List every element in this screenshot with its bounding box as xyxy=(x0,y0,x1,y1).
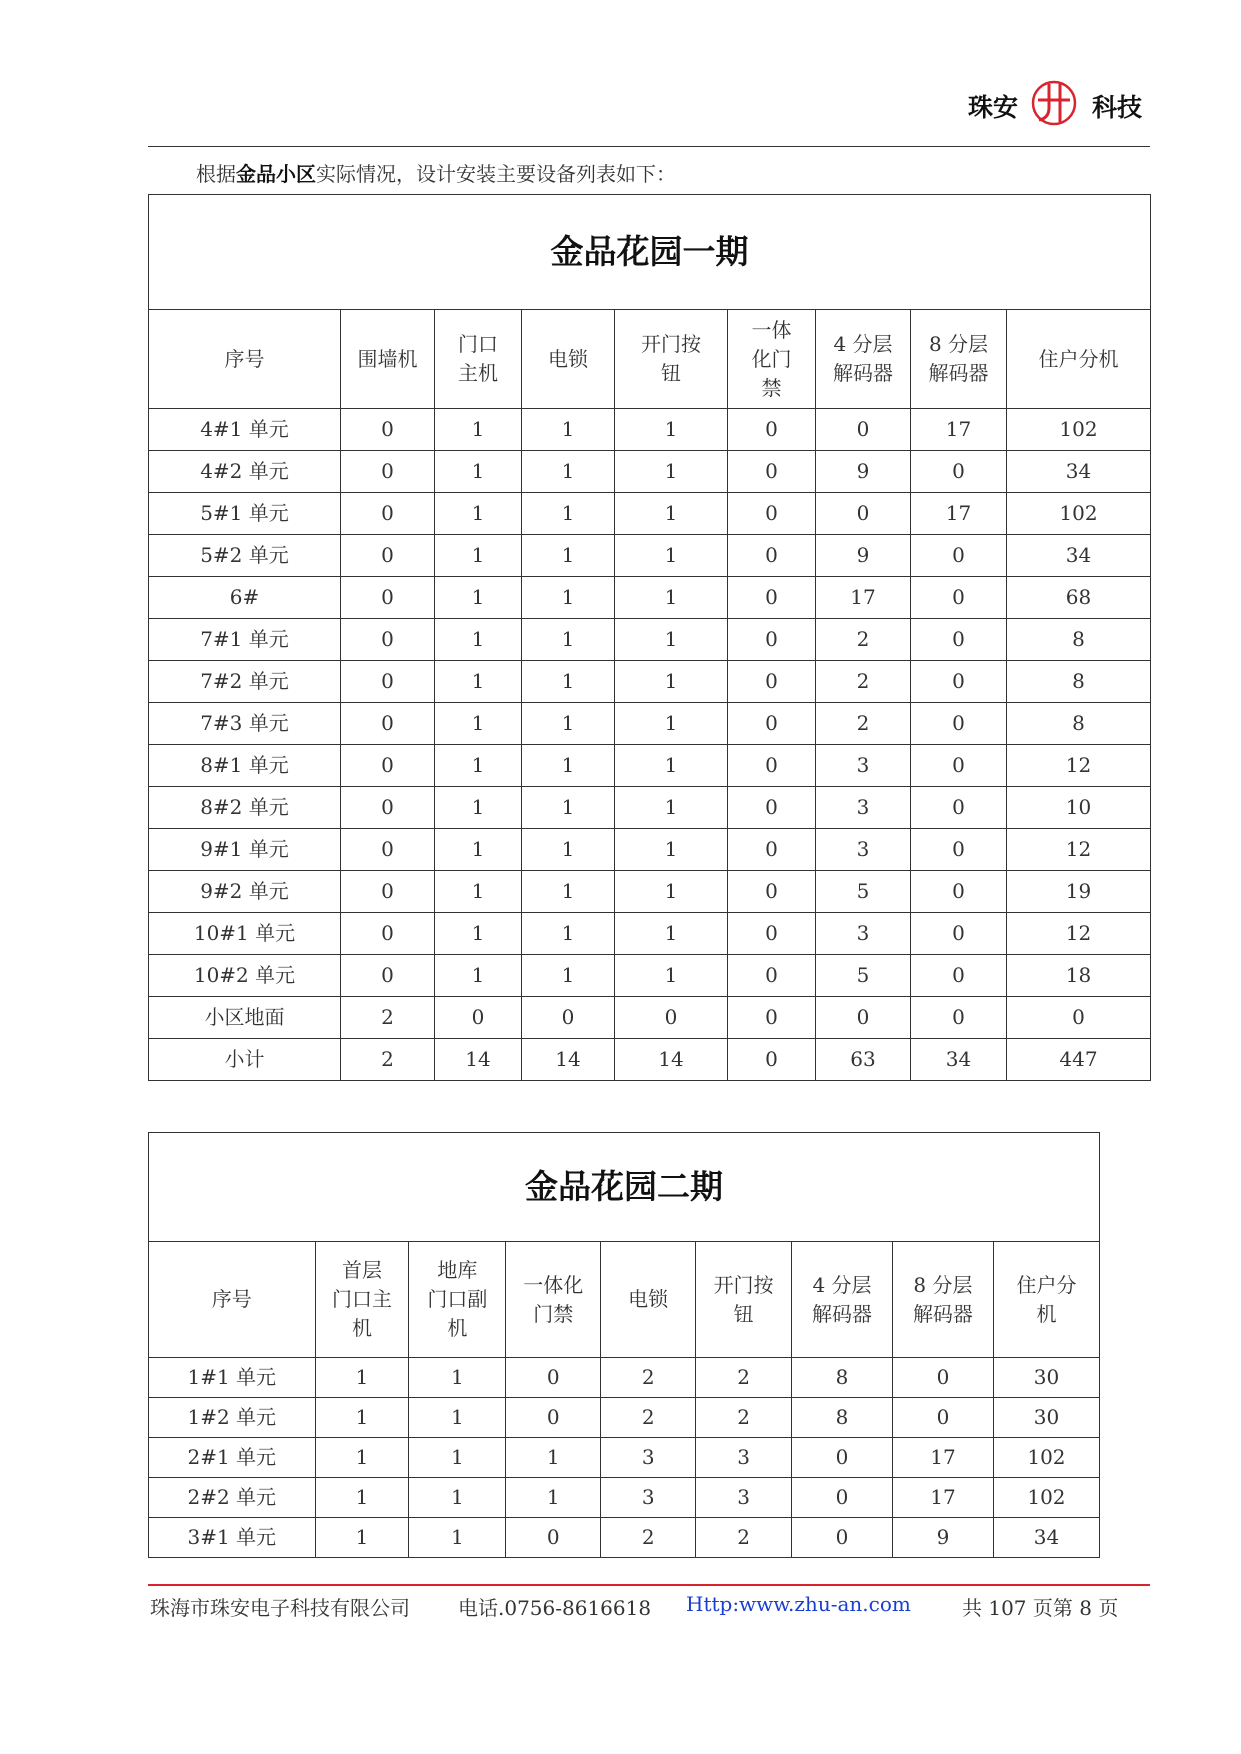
row-label: 6# xyxy=(149,577,341,619)
table-cell: 1 xyxy=(435,703,522,745)
table-cell: 0 xyxy=(341,745,435,787)
brand-name-left: 珠安 xyxy=(968,93,1019,122)
table-cell: 68 xyxy=(1007,577,1151,619)
table-cell: 12 xyxy=(1007,913,1151,955)
table-cell: 2 xyxy=(341,1039,435,1081)
table-cell: 1 xyxy=(435,577,522,619)
table-cell: 10 xyxy=(1007,787,1151,829)
table-row xyxy=(149,787,1151,829)
table-cell: 0 xyxy=(816,409,911,451)
table-cell: 17 xyxy=(911,493,1007,535)
table-row xyxy=(149,1039,1151,1081)
table-cell: 0 xyxy=(728,493,816,535)
table-cell: 0 xyxy=(341,493,435,535)
table-row xyxy=(149,829,1151,871)
table-cell: 1 xyxy=(435,787,522,829)
table-cell: 0 xyxy=(792,1478,893,1518)
column-header: 住户分机 xyxy=(1007,310,1151,409)
table-cell: 34 xyxy=(1007,535,1151,577)
table-cell: 1 xyxy=(435,661,522,703)
table-title: 金品花园二期 xyxy=(149,1133,1100,1242)
table-row xyxy=(149,997,1151,1039)
table-cell: 1 xyxy=(522,451,615,493)
table-cell: 1 xyxy=(615,829,728,871)
table-cell: 63 xyxy=(816,1039,911,1081)
row-label: 7#3 单元 xyxy=(149,703,341,745)
row-label: 2#1 单元 xyxy=(149,1438,316,1478)
table-cell: 8 xyxy=(1007,619,1151,661)
table-cell: 2 xyxy=(601,1518,696,1558)
table-row xyxy=(149,703,1151,745)
table-header-row xyxy=(149,310,1151,409)
table-cell: 1 xyxy=(522,619,615,661)
table-cell: 0 xyxy=(615,997,728,1039)
table-cell: 8 xyxy=(1007,661,1151,703)
table-row xyxy=(149,1398,1100,1438)
table-cell: 1 xyxy=(435,493,522,535)
table-cell: 3 xyxy=(601,1438,696,1478)
table-cell: 0 xyxy=(341,619,435,661)
table-cell: 1 xyxy=(522,577,615,619)
table-cell: 2 xyxy=(816,703,911,745)
table-cell: 0 xyxy=(728,745,816,787)
company-logo-icon xyxy=(1029,78,1079,128)
table-cell: 2 xyxy=(696,1518,792,1558)
table-cell: 0 xyxy=(911,871,1007,913)
column-header: 开门按 钮 xyxy=(615,310,728,409)
table-cell: 3 xyxy=(816,745,911,787)
brand-name-right: 科技 xyxy=(1092,93,1143,122)
column-header: 4 分层 解码器 xyxy=(816,310,911,409)
column-header: 开门按 钮 xyxy=(696,1242,792,1358)
row-label: 5#2 单元 xyxy=(149,535,341,577)
table-cell: 1 xyxy=(435,451,522,493)
table-cell: 30 xyxy=(993,1358,1099,1398)
table-row xyxy=(149,451,1151,493)
table-cell: 8 xyxy=(792,1358,893,1398)
table-cell: 0 xyxy=(341,451,435,493)
table-cell: 3 xyxy=(816,829,911,871)
table-title: 金品花园一期 xyxy=(149,195,1151,310)
table-cell: 0 xyxy=(728,787,816,829)
table-cell: 1 xyxy=(315,1398,409,1438)
table-cell: 1 xyxy=(409,1518,506,1558)
table-row xyxy=(149,745,1151,787)
table-cell: 1 xyxy=(615,955,728,997)
table-cell: 0 xyxy=(728,871,816,913)
table-cell: 0 xyxy=(911,451,1007,493)
table-cell: 1 xyxy=(409,1438,506,1478)
table-cell: 1 xyxy=(615,787,728,829)
row-label: 10#2 单元 xyxy=(149,955,341,997)
table-cell: 0 xyxy=(341,535,435,577)
footer-divider xyxy=(148,1584,1150,1586)
row-label: 8#1 单元 xyxy=(149,745,341,787)
table-cell: 0 xyxy=(341,409,435,451)
column-header: 地库 门口副 机 xyxy=(409,1242,506,1358)
column-header: 一体化 门禁 xyxy=(506,1242,601,1358)
row-label: 1#2 单元 xyxy=(149,1398,316,1438)
row-label: 8#2 单元 xyxy=(149,787,341,829)
table-cell: 1 xyxy=(315,1478,409,1518)
row-label: 3#1 单元 xyxy=(149,1518,316,1558)
table-cell: 14 xyxy=(522,1039,615,1081)
table-cell: 34 xyxy=(911,1039,1007,1081)
table-cell: 0 xyxy=(522,997,615,1039)
table-cell: 1 xyxy=(615,451,728,493)
table-cell: 1 xyxy=(615,409,728,451)
table-row xyxy=(149,535,1151,577)
table-cell: 1 xyxy=(522,493,615,535)
table-cell: 0 xyxy=(728,619,816,661)
table-cell: 0 xyxy=(435,997,522,1039)
table-cell: 1 xyxy=(435,955,522,997)
table-row xyxy=(149,577,1151,619)
table-cell: 0 xyxy=(728,1039,816,1081)
table-cell: 0 xyxy=(911,829,1007,871)
table-row xyxy=(149,619,1151,661)
column-header: 电锁 xyxy=(601,1242,696,1358)
table-row xyxy=(149,409,1151,451)
table-cell: 1 xyxy=(315,1358,409,1398)
table-cell: 1 xyxy=(615,661,728,703)
table-cell: 3 xyxy=(696,1478,792,1518)
table-cell: 0 xyxy=(341,829,435,871)
table-cell: 0 xyxy=(341,871,435,913)
table-cell: 1 xyxy=(522,535,615,577)
table-row xyxy=(149,913,1151,955)
table-cell: 0 xyxy=(728,535,816,577)
column-header: 4 分层 解码器 xyxy=(792,1242,893,1358)
table-cell: 1 xyxy=(506,1478,601,1518)
table-cell: 0 xyxy=(816,997,911,1039)
table-cell: 1 xyxy=(409,1358,506,1398)
table-cell: 1 xyxy=(615,577,728,619)
table-cell: 8 xyxy=(792,1398,893,1438)
row-label: 1#1 单元 xyxy=(149,1358,316,1398)
table-cell: 14 xyxy=(615,1039,728,1081)
table-row xyxy=(149,1478,1100,1518)
column-header: 门口 主机 xyxy=(435,310,522,409)
table-cell: 1 xyxy=(435,409,522,451)
row-label: 9#1 单元 xyxy=(149,829,341,871)
table-cell: 18 xyxy=(1007,955,1151,997)
table-cell: 19 xyxy=(1007,871,1151,913)
table-cell: 2 xyxy=(816,661,911,703)
table-cell: 0 xyxy=(911,913,1007,955)
table-header-row xyxy=(149,1242,1100,1358)
table-cell: 1 xyxy=(615,913,728,955)
row-label: 小计 xyxy=(149,1039,341,1081)
table-cell: 2 xyxy=(601,1358,696,1398)
footer-company: 珠海市珠安电子科技有限公司 xyxy=(150,1596,410,1620)
table-cell: 0 xyxy=(728,577,816,619)
table-cell: 0 xyxy=(728,409,816,451)
table-row xyxy=(149,1518,1100,1558)
table-cell: 0 xyxy=(1007,997,1151,1039)
footer-website-link[interactable]: Http:www.zhu-an.com xyxy=(686,1592,911,1616)
table-cell: 0 xyxy=(341,577,435,619)
column-header: 8 分层 解码器 xyxy=(892,1242,993,1358)
table-cell: 1 xyxy=(435,619,522,661)
table-cell: 102 xyxy=(993,1478,1099,1518)
table-cell: 0 xyxy=(892,1358,993,1398)
table-cell: 1 xyxy=(615,871,728,913)
table-cell: 2 xyxy=(601,1398,696,1438)
table-cell: 0 xyxy=(728,703,816,745)
table-cell: 0 xyxy=(341,913,435,955)
table-cell: 17 xyxy=(892,1478,993,1518)
table-cell: 1 xyxy=(522,703,615,745)
table-cell: 0 xyxy=(911,955,1007,997)
table-cell: 3 xyxy=(601,1478,696,1518)
table-cell: 3 xyxy=(816,913,911,955)
table-cell: 0 xyxy=(728,913,816,955)
row-label: 7#1 单元 xyxy=(149,619,341,661)
table-title-row xyxy=(149,195,1151,310)
intro-prefix: 根据 xyxy=(196,162,236,186)
table-cell: 0 xyxy=(792,1438,893,1478)
table-cell: 1 xyxy=(522,871,615,913)
table-cell: 1 xyxy=(522,787,615,829)
footer-phone: 电话.0756-8616618 xyxy=(458,1596,652,1620)
table-cell: 0 xyxy=(341,661,435,703)
intro-highlight: 金品小区 xyxy=(236,162,316,186)
table-cell: 3 xyxy=(696,1438,792,1478)
table-cell: 9 xyxy=(892,1518,993,1558)
column-header: 电锁 xyxy=(522,310,615,409)
table-cell: 1 xyxy=(435,871,522,913)
table-cell: 0 xyxy=(728,997,816,1039)
table-cell: 17 xyxy=(892,1438,993,1478)
column-header: 首层 门口主 机 xyxy=(315,1242,409,1358)
table-cell: 1 xyxy=(435,535,522,577)
column-header: 一体 化门 禁 xyxy=(728,310,816,409)
table-cell: 1 xyxy=(409,1398,506,1438)
row-label: 4#1 单元 xyxy=(149,409,341,451)
table-cell: 1 xyxy=(522,913,615,955)
table-title-row xyxy=(149,1133,1100,1242)
table-cell: 0 xyxy=(728,451,816,493)
table-cell: 1 xyxy=(522,745,615,787)
table-cell: 1 xyxy=(615,535,728,577)
table-cell: 1 xyxy=(615,745,728,787)
table-cell: 0 xyxy=(911,577,1007,619)
table-cell: 0 xyxy=(911,997,1007,1039)
table-cell: 1 xyxy=(522,829,615,871)
table-cell: 17 xyxy=(911,409,1007,451)
table-cell: 1 xyxy=(435,913,522,955)
column-header: 围墙机 xyxy=(341,310,435,409)
table-cell: 0 xyxy=(911,619,1007,661)
table-cell: 1 xyxy=(506,1438,601,1478)
table-cell: 2 xyxy=(696,1398,792,1438)
table-cell: 1 xyxy=(435,829,522,871)
table-cell: 0 xyxy=(792,1518,893,1558)
table-cell: 2 xyxy=(341,997,435,1039)
table-cell: 0 xyxy=(728,955,816,997)
table-cell: 5 xyxy=(816,955,911,997)
table-row xyxy=(149,955,1151,997)
table-cell: 12 xyxy=(1007,745,1151,787)
table-cell: 0 xyxy=(911,661,1007,703)
row-label: 7#2 单元 xyxy=(149,661,341,703)
table-row xyxy=(149,1438,1100,1478)
table-cell: 2 xyxy=(696,1358,792,1398)
phase2-equipment-table xyxy=(148,1132,1100,1558)
table-cell: 14 xyxy=(435,1039,522,1081)
table-cell: 0 xyxy=(728,661,816,703)
table-cell: 0 xyxy=(341,703,435,745)
table-cell: 0 xyxy=(506,1518,601,1558)
table-row xyxy=(149,493,1151,535)
table-cell: 9 xyxy=(816,535,911,577)
table-cell: 0 xyxy=(911,703,1007,745)
table-cell: 1 xyxy=(315,1438,409,1478)
row-label: 小区地面 xyxy=(149,997,341,1039)
table-cell: 1 xyxy=(522,955,615,997)
table-cell: 1 xyxy=(522,409,615,451)
table-cell: 0 xyxy=(506,1358,601,1398)
phase1-equipment-table xyxy=(148,194,1151,1081)
table-cell: 0 xyxy=(911,745,1007,787)
table-cell: 9 xyxy=(816,451,911,493)
table-cell: 0 xyxy=(341,955,435,997)
table-cell: 1 xyxy=(615,493,728,535)
table-cell: 1 xyxy=(435,745,522,787)
table-row xyxy=(149,661,1151,703)
row-label: 10#1 单元 xyxy=(149,913,341,955)
column-header: 8 分层 解码器 xyxy=(911,310,1007,409)
column-header: 序号 xyxy=(149,310,341,409)
table-cell: 17 xyxy=(816,577,911,619)
table-cell: 1 xyxy=(615,703,728,745)
table-cell: 0 xyxy=(341,787,435,829)
footer-page-number: 共 107 页第 8 页 xyxy=(962,1596,1119,1620)
table-cell: 102 xyxy=(993,1438,1099,1478)
table-cell: 8 xyxy=(1007,703,1151,745)
column-header: 住户分 机 xyxy=(993,1242,1099,1358)
table-cell: 34 xyxy=(1007,451,1151,493)
intro-text xyxy=(196,158,676,187)
table-cell: 3 xyxy=(816,787,911,829)
table-cell: 12 xyxy=(1007,829,1151,871)
row-label: 2#2 单元 xyxy=(149,1478,316,1518)
table-cell: 1 xyxy=(409,1478,506,1518)
table-cell: 102 xyxy=(1007,493,1151,535)
table-cell: 0 xyxy=(728,829,816,871)
table-cell: 1 xyxy=(315,1518,409,1558)
column-header: 序号 xyxy=(149,1242,316,1358)
table-cell: 447 xyxy=(1007,1039,1151,1081)
table-cell: 0 xyxy=(892,1398,993,1438)
page-header xyxy=(148,72,1150,147)
table-cell: 34 xyxy=(993,1518,1099,1558)
table-row xyxy=(149,1358,1100,1398)
row-label: 5#1 单元 xyxy=(149,493,341,535)
table-cell: 2 xyxy=(816,619,911,661)
table-cell: 0 xyxy=(911,787,1007,829)
row-label: 9#2 单元 xyxy=(149,871,341,913)
table-cell: 0 xyxy=(911,535,1007,577)
intro-suffix: 实际情况，设计安装主要设备列表如下： xyxy=(316,162,676,186)
table-cell: 0 xyxy=(816,493,911,535)
row-label: 4#2 单元 xyxy=(149,451,341,493)
table-row xyxy=(149,871,1151,913)
table-cell: 30 xyxy=(993,1398,1099,1438)
table-cell: 5 xyxy=(816,871,911,913)
table-cell: 1 xyxy=(615,619,728,661)
table-cell: 1 xyxy=(522,661,615,703)
table-cell: 102 xyxy=(1007,409,1151,451)
table-cell: 0 xyxy=(506,1398,601,1438)
